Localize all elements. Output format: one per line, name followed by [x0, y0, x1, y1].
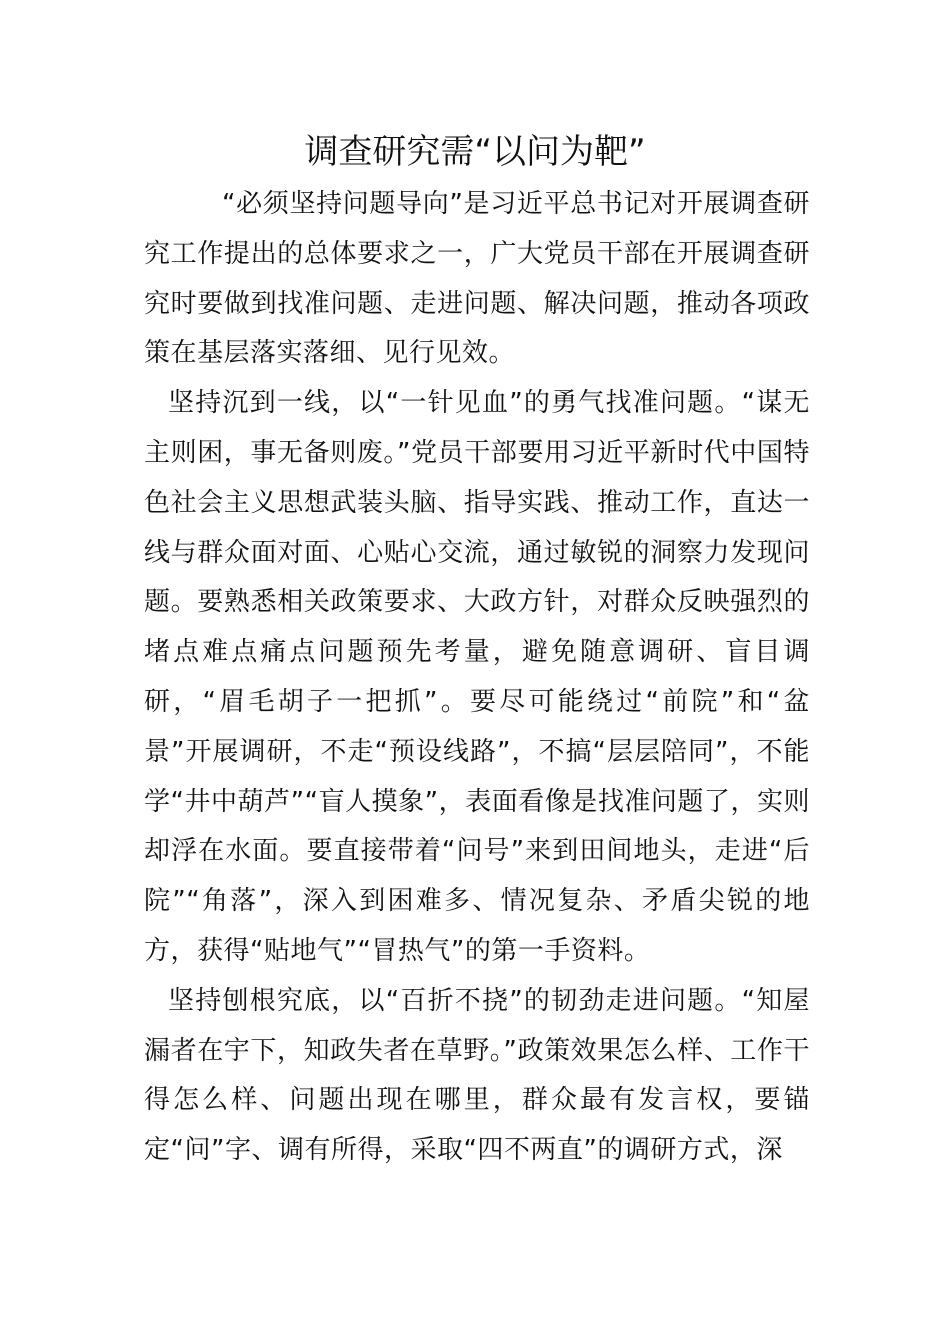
document-body: [144, 180, 810, 1176]
paragraph-find-problems: 坚持沉到一线，以“一针见血”的勇气找准问题。“谋无主则困，事无备则废。”党员干部要用习近平新时代中国特色社会主义思想武装头脑、指导实践、推动工作，直达一线与群众面对面、心贴心交流，通过敏锐的洞察力发现问题。要熟悉相关政策要求、大政方针，对群众反映强烈的堵点难点痛点问题预先考量，避免随意调研、盲目调研，“眉毛胡子一把抓”。要尽可能绕过“前院”和“盆景”开展调研，不走“预设线路”，不搞“层层陪同”，不能学“井中葫芦”“盲人摸象”，表面看像是找准问题了，实则却浮在水面。要直接带着“问号”来到田间地头，走进“后院”“角落”，深入到困难多、情况复杂、矛盾尖锐的地方，获得“贴地气”“冒热气”的第一手资料。: [144, 388, 810, 966]
paragraph-intro: “必须坚持问题导向”是习近平总书记对开展调查研究工作提出的总体要求之一，广大党员干部在开展调查研究时要做到找准问题、走进问题、解决问题，推动各项政策在基层落实落细、见行见效。: [144, 189, 810, 369]
document-title: 调查研究需“以问为靶”: [304, 132, 646, 172]
paragraph-enter-problems: 坚持刨根究底，以“百折不挠”的韧劲走进问题。“知屋漏者在宇下，知政失者在草野。”政策效果怎么样、工作干得怎么样、问题出现在哪里，群众最有发言权，要锚定“问”字、调有所得，采取“四不两直”的调研方式，深: [144, 985, 810, 1166]
